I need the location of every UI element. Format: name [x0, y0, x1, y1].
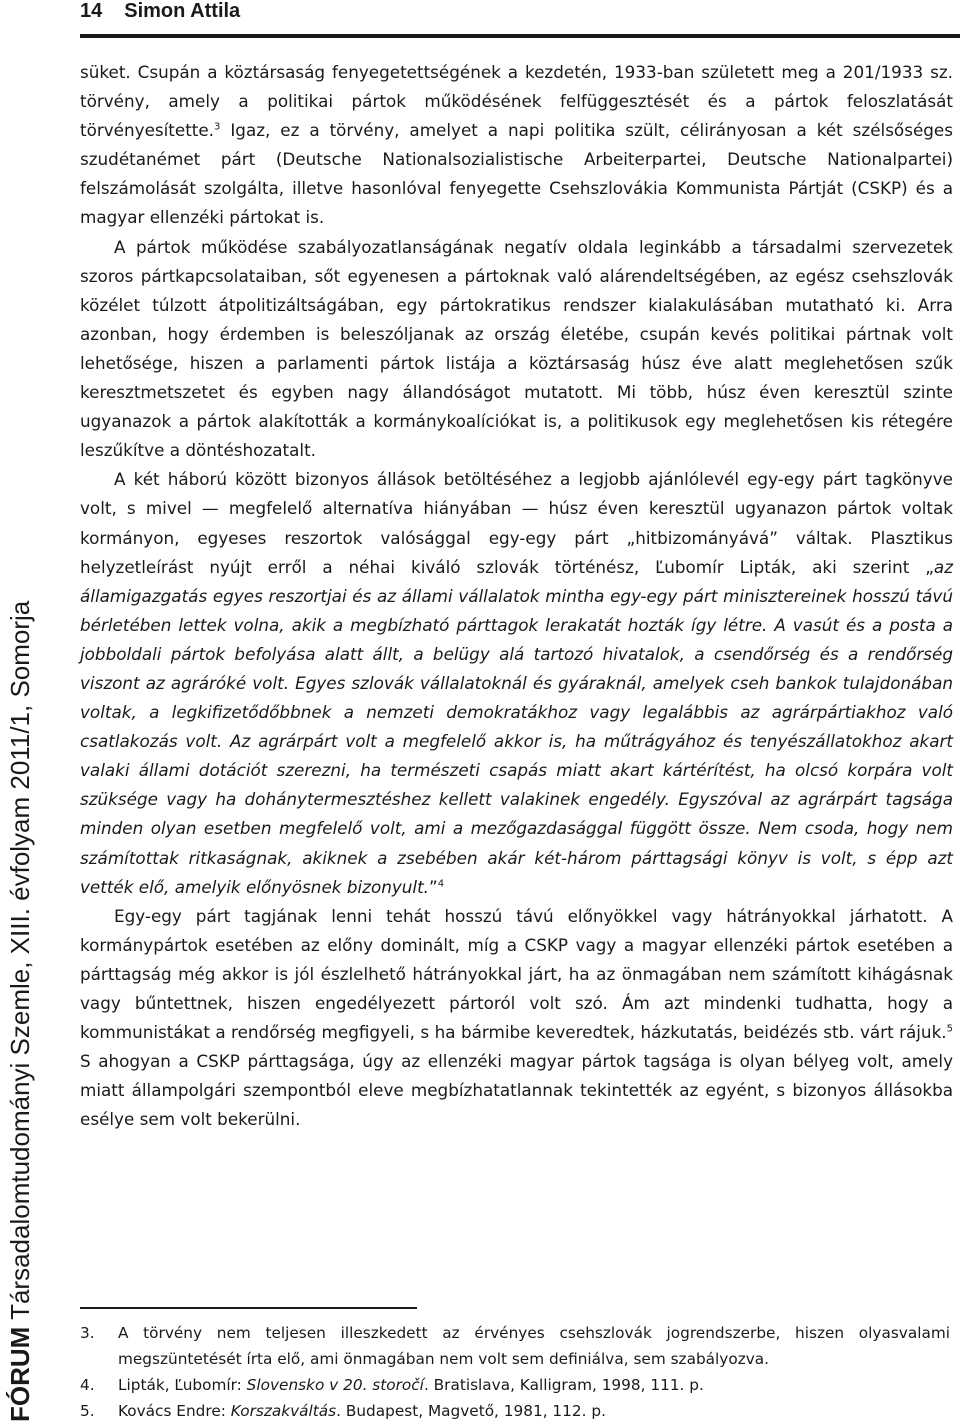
- footnote-4: [80, 1372, 950, 1398]
- paragraph-1-text-b: Igaz, ez a törvény, amelyet a napi politika szült, célirányosan a két szélsőséges szudétanémet párt (Deutsche Nationalsozialistische Arbeiterpartei, Deutsche Nationalpartei) felszámolását szolgálta, illetve hasonlóval fenyegette Csehszlovákia Kommunista Pártját (CSKP) és a magyar ellenzéki pártokat is.: [80, 120, 953, 228]
- footnote-ref-5: 5: [946, 1023, 953, 1035]
- footnote-ref-3: 3: [214, 121, 221, 133]
- footnote-publication: . Bratislava, Kalligram, 1998, 111. p.: [423, 1376, 704, 1394]
- page-number: 14: [80, 0, 103, 22]
- paragraph-1-text-a: süket. Csupán a köztársaság fenyegetettségének a kezdetén, 1933-ban született meg a 201/1933 sz. törvény, amely a politikai pártok működésének felfüggesztését és a pártok feloszlatását törvényesítette.: [80, 62, 953, 141]
- paragraph-4-text-b: S ahogyan a CSKP párttagsága, úgy az ellenzéki magyar pártok tagsága is olyan bélyeg volt, amely miatt állampolgári szempontból eleve megbízhatatlannak tekintették az egyént, s bizonyos állásokba esélye sem volt bekerülni.: [80, 1051, 953, 1130]
- journal-sidebar: [0, 0, 40, 1422]
- body-text: [80, 58, 953, 1134]
- footnote-title: Slovensko v 20. storočí: [246, 1376, 424, 1394]
- paragraph-2: A pártok működése szabályozatlanságának negatív oldala leginkább a társadalmi szervezetek szoros pártkapcsolataiban, sőt egyenesen a pártoknak való alárendeltségében, az egész csehszlovák közélet túlzott átpolitizáltságában, egy pártokratikus rendszer kialakulásában mutatható ki. Arra azonban, hogy érdemben is beleszóljanak az ország életébe, csupán kevés politikai pártnak volt lehetősége, hiszen a parlamenti pártok listája a köztársaság húsz éve alatt meglehetősen szűk keresztmetszetet és egyben nagy állandóságot mutatott. Mi több, húsz éven keresztül szinte ugyanazok a pártok alakították a kormánykoalíciókat is, a politikusok egy meglehetősen kis rétegére leszűkítve a döntéshozatalt.: [80, 236, 953, 461]
- paragraph-4-text-a: Egy-egy párt tagjának lenni tehát hosszú távú előnyökkel vagy hátrányokkal járhatott. A kormánypártok esetében az előny dominált, míg a CSKP vagy a magyar ellenzéki pártok esetében a párttagság még akkor is jól észlelhető hátrányokkal járt, ha az önmagában nem számított kihágásnak vagy bűntettnek, hiszen engedélyezett pártoról volt szó. Ám azt mindenki tudhatta, hogy a kommunistákat a rendőrség megfigyeli, s ha bármibe keveredtek, házkutatás, beidézés stb. várt rájuk.: [80, 905, 953, 1043]
- footnote-text: A törvény nem teljesen illeszkedett az érvényes csehszlovák jogrendszerbe, hiszen olyasvalami megszüntetését írta elő, ami önmagában nem volt sem definiálva, sem szabályozva.: [118, 1324, 950, 1368]
- paragraph-4: [80, 902, 953, 1135]
- footnotes: [80, 1320, 950, 1424]
- header-author: Simon Attila: [124, 0, 241, 22]
- paragraph-3: [80, 465, 953, 901]
- footnote-number: 5.: [80, 1402, 95, 1420]
- footnote-author: Kovács Endre:: [118, 1402, 231, 1420]
- footnote-publication: . Budapest, Magvető, 1981, 112. p.: [336, 1402, 606, 1420]
- footnote-author: Lipták, Ľubomír:: [118, 1376, 247, 1394]
- liptak-quote: az államigazgatás egyes reszortjai és az állami vállalatok mintha egy-egy párt minisztereinek hosszú távú bérletében lettek volna, akik a megbízható párttagok lerakatát hozták így létre. A vasút és a posta a jobboldali pártok befolyása alatt állt, a belügy alá tartozó hivatalok, a csendőrség és a rendőrség viszont az agráróké volt. Egyes szlovák vállalatoknál és gyáraknál, amelyek cseh bankok tulajdonában voltak, a legkifizetődőbbnek a nemzeti demokratákhoz vagy legalábbis az agrárpártiakhoz való csatlakozás volt. Az agrárpárt volt a megfelelő akkor is, ha műtrágyához és tenyészállatokhoz akart valaki állami dotációt szerezni, ha természeti csapás miatt akart kártérítést, ha olcsó korpára volt szüksége vagy ha dohánytermesztéshez kellett valakinek engedély. Egyszóval az agrárpárt tagsága minden olyan esetben megfelelő volt, ami a mezőgazdasággal függött össze. Nem csoda, hogy nem számítottak ritkaságnak, akiknek a zsebében akár két-három párttagsági könyv is volt, s épp azt vették elő, amelyik előnyösnek bizonyult.: [80, 556, 953, 897]
- footnote-rule: [80, 1307, 417, 1309]
- footnote-3: [80, 1320, 950, 1372]
- footnote-title: Korszakváltás: [230, 1402, 337, 1420]
- journal-issue: Társadalomtudományi Szemle, XIII. évfolyam 2011/1, Somorja: [5, 600, 35, 1327]
- footnote-number: 4.: [80, 1376, 95, 1394]
- quote-close: ”: [429, 876, 438, 897]
- paragraph-1: [80, 58, 953, 233]
- footnote-number: 3.: [80, 1324, 95, 1342]
- header-rule: [80, 34, 960, 38]
- footnote-5: [80, 1398, 950, 1424]
- journal-name: FÓRUM: [5, 1326, 35, 1422]
- running-header: [80, 0, 240, 22]
- paragraph-3-text: A két háború között bizonyos állások betöltéséhez a legjobb ajánlólevél egy-egy párt tagkönyve volt, s mivel — megfelelő alternatíva hiányában — húsz éven keresztül ugyanazon pártok voltak kormányon, egyeses reszortok valósággal egy-egy párt „hitbizományává” váltak. Plasztikus helyzetleírást nyújt erről a néhai kiváló szlovák történész, Ľubomír Lipták, aki szerint „: [80, 469, 953, 577]
- footnote-ref-4: 4: [437, 878, 445, 890]
